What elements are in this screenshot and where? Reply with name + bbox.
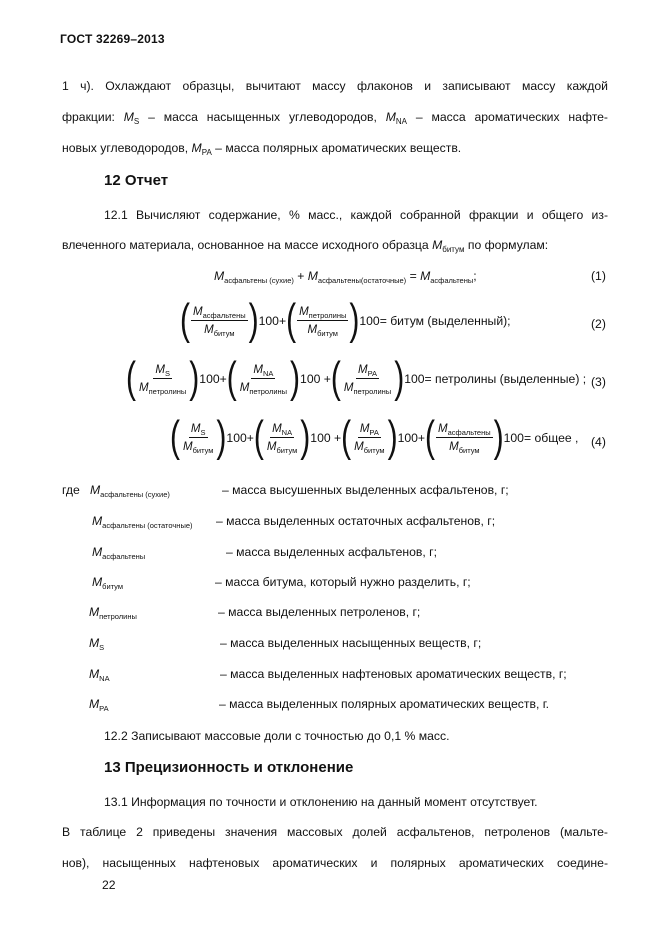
section-13-title: 13 Прецизионность и отклонение (104, 759, 354, 776)
where-description: – масса высушенных выделенных асфальтенов, г; (222, 483, 509, 497)
section-12-title: 12 Отчет (104, 172, 169, 189)
formula-3: ( $\frac{M_S}{M_{петролины}}$ ) 100+ ( $\frac{M_{NA}}{M_{петролины}}$ ) 100 + ( $\frac{M_{PA}}{M_{петролины}}$ ) 100= петролины (выделенные) ; (126, 353, 587, 402)
formula-3-number: (3) (591, 375, 606, 389)
where-description: – масса выделенных петроленов, г; (218, 605, 421, 619)
formula-1-number: (1) (591, 269, 606, 283)
where-symbol: $M_{асфальтены}$ (92, 545, 146, 561)
where-symbol: $M_{петролины}$ (89, 605, 137, 621)
section-12-paragraph-line-2: влеченного материала, основанное на массе исходного образца $M_{битум}$ по формулам: (62, 238, 549, 254)
where-symbol: $M_{NA}$ (89, 667, 110, 683)
formula-1: $M_{асфальтены (сухие)} + M_{асфальтены(остаточные)} = M_{асфальтены}$; (214, 269, 477, 285)
intro-line-3: новых углеводородов, $M_{PA}$ – масса полярных ароматических веществ. (62, 141, 462, 157)
formula-4-number: (4) (591, 435, 606, 449)
where-symbol: $M_{битум}$ (92, 575, 123, 591)
paragraph-13-2-line-2: нов), насыщенных нафтеновых ароматических и полярных ароматических соедине- (62, 856, 608, 870)
where-symbol: $M_{асфальтены (остаточные)}$ (92, 514, 193, 530)
document-header: ГОСТ 32269–2013 (60, 32, 165, 46)
section-12-paragraph-line-1: 12.1 Вычисляют содержание, % масс., каждой собранной фракции и общего из- (104, 208, 608, 222)
formula-2: ( $\frac{M_{асфальтены}}{M_{битум}}$ ) 100+ ( $\frac{M_{петролины}}{M_{битум}}$ ) 100= битум (выделенный); (180, 295, 511, 344)
where-label: где (62, 483, 80, 497)
where-description: – масса выделенных полярных ароматических веществ, г. (219, 697, 550, 711)
paragraph-13-2-line-1: В таблице 2 приведены значения массовых долей асфальтенов, петроленов (мальте- (62, 825, 608, 839)
where-description: – масса выделенных насыщенных веществ, г; (220, 636, 482, 650)
intro-line-1: 1 ч). Охлаждают образцы, вычитают массу флаконов и записывают массу каждой (62, 79, 608, 93)
where-symbol: $M_{PA}$ (89, 697, 109, 713)
formula-2-number: (2) (591, 317, 606, 331)
paragraph-13-1: 13.1 Информация по точности и отклонению на данный момент отсутствует. (104, 795, 538, 809)
paragraph-12-2: 12.2 Записывают массовые доли с точностью до 0,1 % масс. (104, 729, 450, 743)
intro-line-2: фракции: $M_S$ – масса насыщенных углеводородов, $M_{NA}$ – масса ароматических нафте- (62, 110, 608, 126)
where-description: – масса выделенных асфальтенов, г; (226, 545, 437, 559)
where-symbol: $M_S$ (89, 636, 105, 652)
where-symbol: $M_{асфальтены (сухие)}$ (90, 483, 170, 499)
where-description: – масса битума, который нужно разделить, г; (215, 575, 471, 589)
where-description: – масса выделенных нафтеновых ароматических веществ, г; (220, 667, 567, 681)
page-number: 22 (102, 878, 116, 892)
formula-4: ( $\frac{M_S}{M_{битум}}$ ) 100+ ( $\frac{M_{NA}}{M_{битум}}$ ) 100 + ( $\frac{M_{PA}}{M_{битум}}$ ) 100+ ( $\frac{M_{асфальтены}}{M_{битум}}$ ) 100= общее , (170, 412, 579, 461)
where-description: – масса выделенных остаточных асфальтенов, г; (216, 514, 496, 528)
